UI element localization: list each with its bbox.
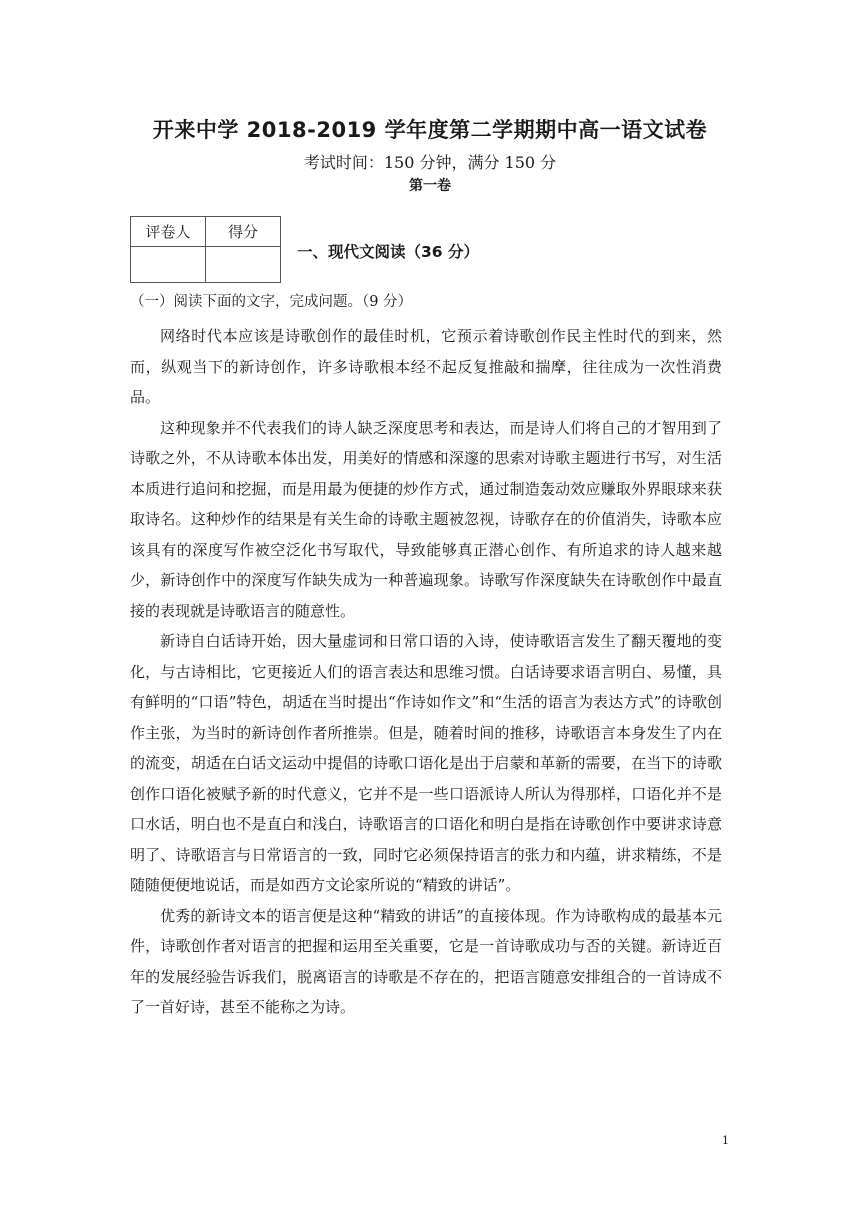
score-table (130, 216, 281, 283)
exam-subtitle: 考试时间：150 分钟，满分 150 分 (303, 153, 557, 172)
exam-title: 开来中学 2018-2019 学年度第二学期期中高一语文试卷 (152, 118, 708, 142)
paragraph: 这种现象并不代表我们的诗人缺乏深度思考和表达，而是诗人们将自己的才智用到了诗歌之外，不从诗歌本体出发，用美好的情感和深邃的思索对诗歌主题进行书写，对生活本质进行追问和挖掘，而是用最为便捷的炒作方式，通过制造轰动效应赚取外界眼球来获取诗名。这种炒作的结果是有关生命的诗歌主题被忽视，诗歌存在的价值消失，诗歌本应该具有的深度写作被空泛化书写取代，导致能够真正潜心创作、有所追求的诗人越来越少，新诗创作中的深度写作缺失成为一种普遍现象。诗歌写作深度缺失在诗歌创作中最直接的表现就是诗歌语言的随意性。 (130, 418, 722, 620)
section-title: 一、现代文阅读（36 分） (297, 243, 479, 261)
grader-cell[interactable] (131, 247, 206, 283)
score-header: 得分 (206, 217, 281, 247)
subsection-instruction: （一）阅读下面的文字，完成问题。（9 分） (130, 294, 413, 310)
score-cell[interactable] (206, 247, 281, 283)
page-number: 1 (722, 1134, 729, 1147)
grader-header: 评卷人 (131, 217, 206, 247)
reading-passage (130, 321, 722, 1023)
paragraph: 网络时代本应该是诗歌创作的最佳时机，它预示着诗歌创作民主性时代的到来，然而，纵观当下的新诗创作，许多诗歌根本经不起反复推敲和揣摩，往往成为一次性消费品。 (130, 327, 722, 406)
paragraph: 新诗自白话诗开始，因大量虚词和日常口语的入诗，使诗歌语言发生了翻天覆地的变化，与古诗相比，它更接近人们的语言表达和思维习惯。白话诗要求语言明白、易懂，具有鲜明的“口语”特色，胡适在当时提出“作诗如作文”和“生活的语言为表达方式”的诗歌创作主张，为当时的新诗创作者所推崇。但是，随着时间的推移，诗歌语言本身发生了内在的流变，胡适在白话文运动中提倡的诗歌口语化是出于启蒙和革新的需要，在当下的诗歌创作口语化被赋予新的时代意义，它并不是一些口语派诗人所认为得那样，口语化并不是口水话，明白也不是直白和浅白，诗歌语言的口语化和明白是指在诗歌创作中要讲求诗意明了、诗歌语言与日常语言的一致，同时它必须保持语言的张力和内蕴，讲求精练，不是随随便便地说话，而是如西方文论家所说的“精致的讲话”。 (130, 632, 722, 894)
paragraph: 优秀的新诗文本的语言便是这种“精致的讲话”的直接体现。作为诗歌构成的最基本元件，诗歌创作者对语言的把握和运用至关重要，它是一首诗歌成功与否的关键。新诗近百年的发展经验告诉我们，脱离语言的诗歌是不存在的，把语言随意安排组合的一首诗成不了一首好诗，甚至不能称之为诗。 (130, 906, 722, 1016)
volume-label: 第一卷 (409, 178, 451, 194)
